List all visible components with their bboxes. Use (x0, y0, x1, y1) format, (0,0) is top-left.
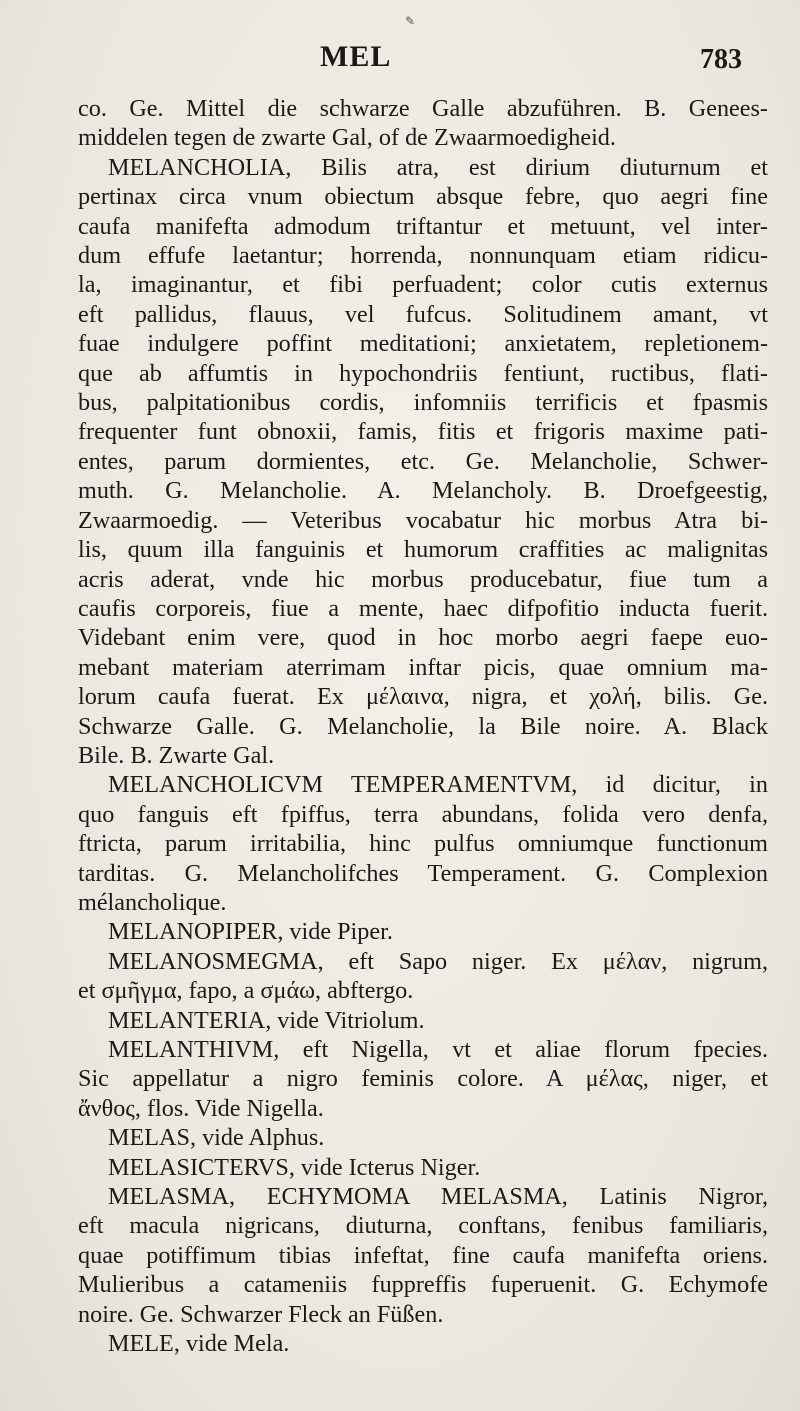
entry-melasicterus (78, 1153, 768, 1182)
entry-line: Videbant enim vere, quod in hoc morbo aegri faepe euo- (78, 624, 768, 652)
entry-line: Schwarze Galle. G. Melancholie, la Bile noire. A. Black (78, 712, 768, 740)
entry-melanopiper (78, 917, 768, 946)
entry-line: fuae indulgere poffint meditationi; anxietatem, repletionem- (78, 330, 768, 358)
entry-line: quae potiffimum tibias infeftat, fine caufa manifefta oriens. (78, 1241, 768, 1269)
entry-line: tarditas. G. Melancholifches Temperament. G. Complexion (78, 859, 768, 887)
entry-line: Sic appellatur a nigro feminis colore. A μέλας, niger, et (78, 1065, 768, 1093)
entry-line: entes, parum dormientes, etc. Ge. Melancholie, Schwer- (78, 447, 768, 475)
entry-line: la, imaginantur, et fibi perfuadent; color cutis externus (78, 271, 768, 299)
entry-line: caufa manifefta admodum triftantur et metuunt, vel inter- (78, 212, 768, 240)
entry-line: que ab affumtis in hypochondriis fentiunt, ructibus, flati- (78, 359, 768, 387)
text-column (78, 94, 768, 1358)
entry-melancholicum (78, 770, 768, 917)
entry-line: mebant materiam aterrimam inftar picis, quae omnium ma- (78, 653, 768, 681)
entry-line: MELANTHIVM, eft Nigella, vt et aliae florum fpecies. (108, 1036, 768, 1063)
entry-line: MELE, vide Mela. (108, 1330, 290, 1358)
entry-line: muth. G. Melancholie. A. Melancholy. B. Droefgeestig, (78, 477, 768, 505)
entry-melanosmegma (78, 947, 768, 1006)
entry-line: dum effufe laetantur; horrenda, nonnunquam etiam ridicu- (78, 242, 768, 270)
entry-melas (78, 1123, 768, 1152)
entry-line: MELAS, vide Alphus. (108, 1124, 325, 1152)
entry-melanthivm (78, 1035, 768, 1123)
entry-line: Mulieribus a catameniis fuppreffis fuperuenit. G. Echymofe (78, 1271, 768, 1299)
entry-line: et σμῆγμα, fapo, a σμάω, abftergo. (78, 977, 414, 1005)
entry-line: ἄνθος, flos. Vide Nigella. (78, 1094, 324, 1122)
entry-line: Zwaarmoedig. — Veteribus vocabatur hic morbus Atra bi- (78, 506, 768, 534)
entry-line: middelen tegen de zwarte Gal, of de Zwaarmoedigheid. (78, 124, 616, 152)
entry-line: bus, palpitationibus cordis, infomniis terrificis et fpasmis (78, 389, 768, 417)
entry-line: quo fanguis eft fpiffus, terra abundans, folida vero denfa, (78, 800, 768, 828)
entry-line: MELANOPIPER, vide Piper. (108, 918, 393, 946)
entry-line: MELANTERIA, vide Vitriolum. (108, 1006, 425, 1034)
entry-melancholia (78, 94, 768, 770)
ornament-mark: ✎ (405, 14, 416, 28)
entry-line: eft macula nigricans, diuturna, conftans, fenibus familiaris, (78, 1212, 768, 1240)
entry-line: lorum caufa fuerat. Ex μέλαινα, nigra, et χολή, bilis. Ge. (78, 683, 768, 711)
page-number: 783 (700, 44, 742, 75)
entry-melanteria (78, 1006, 768, 1035)
entry-line: acris aderat, vnde hic morbus producebatur, fiue tum a (78, 565, 768, 593)
running-head: MEL (320, 40, 392, 73)
entry-line: MELASICTERVS, vide Icterus Niger. (108, 1153, 481, 1181)
entry-line: Bile. B. Zwarte Gal. (78, 741, 275, 769)
entry-line: noire. Ge. Schwarzer Fleck an Füßen. (78, 1300, 444, 1328)
entry-line: co. Ge. Mittel die schwarze Galle abzuführen. B. Genees- (78, 95, 768, 122)
entry-line: MELANCHOLIA, Bilis atra, est dirium diuturnum et (108, 153, 768, 181)
entry-line: mélancholique. (78, 888, 227, 916)
entry-line: caufis corporeis, fiue a mente, haec difpofitio inducta fuerit. (78, 594, 768, 622)
entry-line: MELANCHOLICVM TEMPERAMENTVM, id dicitur, in (108, 771, 768, 799)
entry-line: lis, quum illa fanguinis et humorum craffities ac malignitas (78, 536, 768, 564)
entry-line: pertinax circa vnum obiectum absque febre, quo aegri fine (78, 183, 768, 211)
entry-line: MELASMA, ECHYMOMA MELASMA, Latinis Nigror, (108, 1183, 768, 1211)
entry-mele (78, 1329, 768, 1358)
entry-line: frequenter funt obnoxii, famis, fitis et frigoris maxime pati- (78, 418, 768, 446)
entry-line: ftricta, parum irritabilia, hinc pulfus omniumque functionum (78, 830, 768, 858)
entry-line: MELANOSMEGMA, eft Sapo niger. Ex μέλαν, nigrum, (108, 947, 768, 975)
entry-line: eft pallidus, flauus, vel fufcus. Solitudinem amant, vt (78, 300, 768, 328)
entry-melasma (78, 1182, 768, 1329)
